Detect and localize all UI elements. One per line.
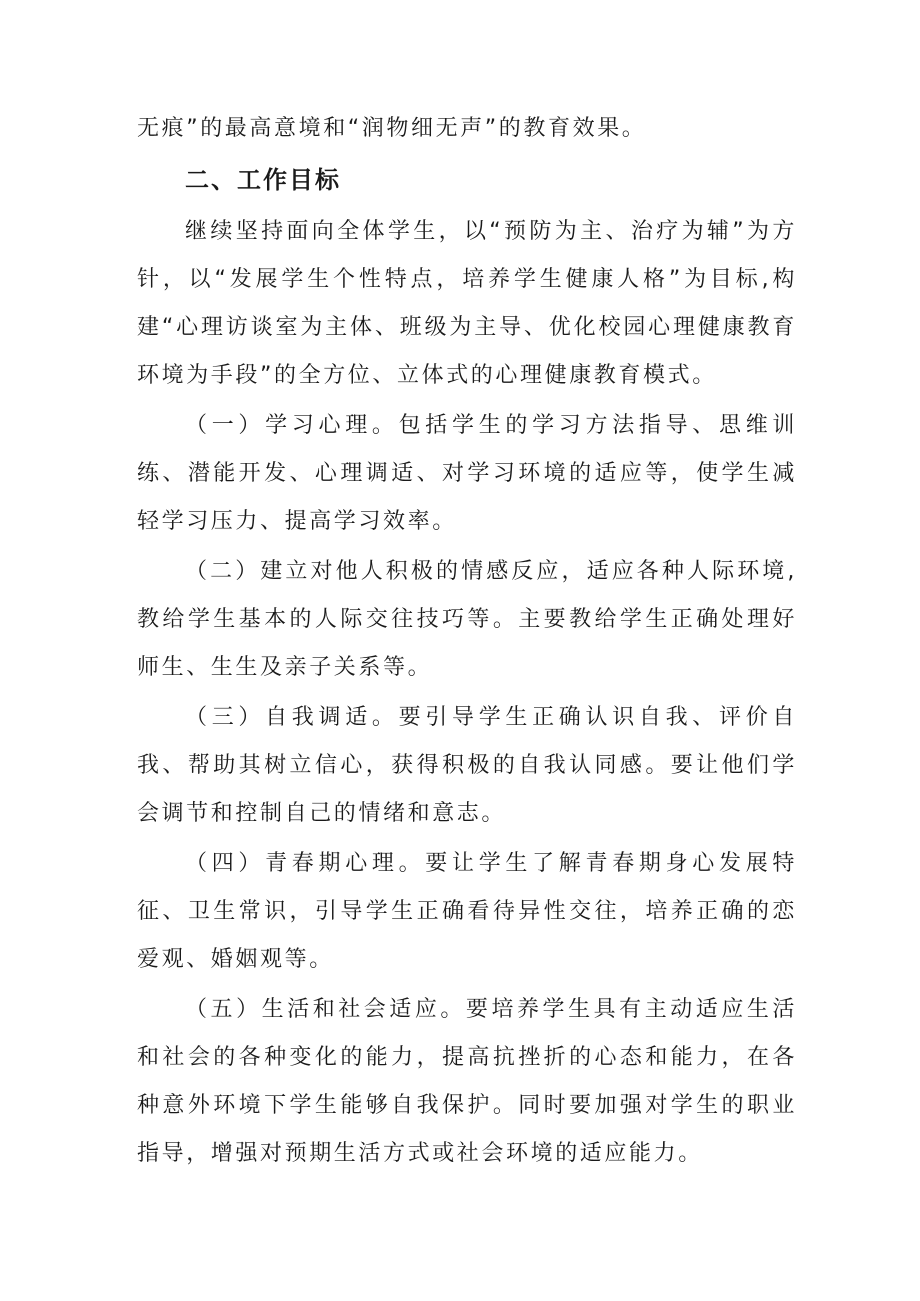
- item-paragraph-2: （二）建立对他人积极的情感反应，适应各种人际环境,教给学生基本的人际交往技巧等。主要教给学生正确处理好师生、生生及亲子关系等。: [137, 559, 797, 680]
- intro-paragraph: 继续坚持面向全体学生，以“预防为主、治疗为辅”为方针，以“发展学生个性特点，培养学生健康人格”为目标,构建“心理访谈室为主体、班级为主导、优化校园心理健康教育环境为手段”的全方位、立体式的心理健康教育模式。: [137, 219, 797, 388]
- section-heading: 二、工作目标: [185, 166, 341, 194]
- continuation-paragraph: 无痕”的最高意境和“润物细无声”的教育效果。: [137, 116, 647, 141]
- item-paragraph-4: （四）青春期心理。要让学生了解青春期身心发展特征、卫生常识，引导学生正确看待异性交往，培养正确的恋爱观、婚姻观等。: [137, 851, 797, 972]
- item-paragraph-1: （一）学习心理。包括学生的学习方法指导、思维训练、潜能开发、心理调适、对学习环境的适应等，使学生减轻学习压力、提高学习效率。: [137, 413, 797, 534]
- item-paragraph-5: （五）生活和社会适应。要培养学生具有主动适应生活和社会的各种变化的能力，提高抗挫折的心态和能力，在各种意外环境下学生能够自我保护。同时要加强对学生的职业指导，增强对预期生活方式或社会环境的适应能力。: [137, 997, 797, 1166]
- document-body: [137, 105, 797, 1178]
- item-paragraph-3: （三）自我调适。要引导学生正确认识自我、评价自我、帮助其树立信心，获得积极的自我认同感。要让他们学会调节和控制自己的情绪和意志。: [137, 705, 797, 826]
